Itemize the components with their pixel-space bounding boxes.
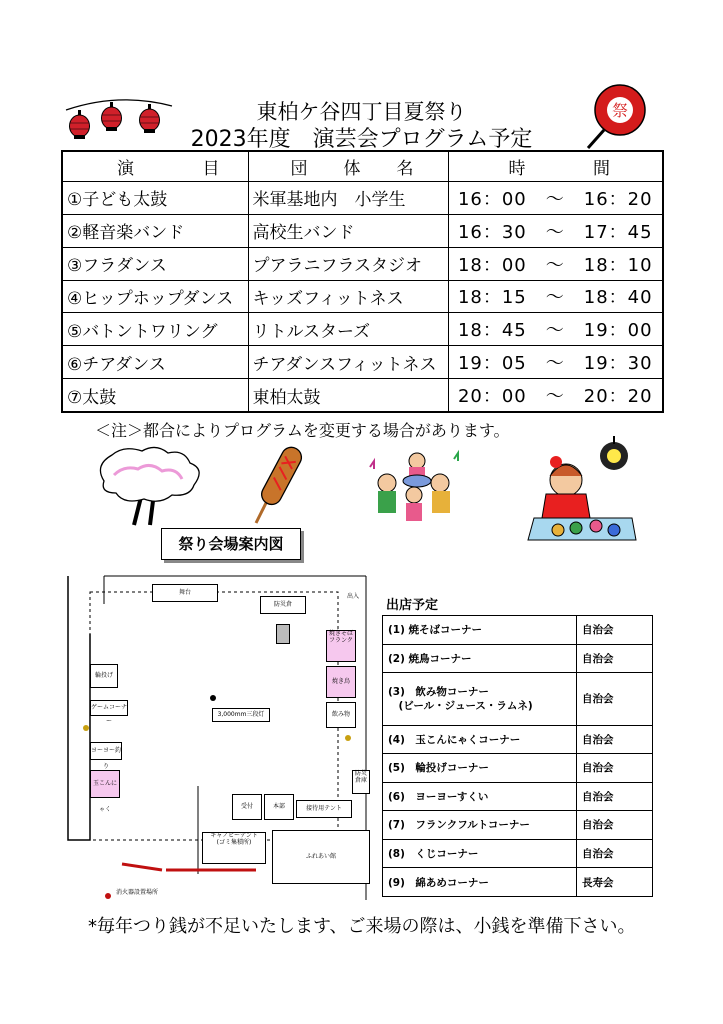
table-row bbox=[383, 811, 653, 840]
shop-operator: 自治会 bbox=[577, 616, 653, 645]
corn-dog-icon bbox=[250, 443, 310, 525]
group-cell: 東柏太鼓 bbox=[248, 379, 448, 412]
table-row bbox=[383, 644, 653, 673]
table-row bbox=[383, 725, 653, 754]
shop-operator: 自治会 bbox=[577, 754, 653, 783]
shop-operator: 自治会 bbox=[577, 673, 653, 725]
map-konnyaku-booth: 玉こんにゃく bbox=[90, 770, 120, 798]
cotton-candy-icon bbox=[94, 445, 214, 527]
shop-name: (7) フランクフルトコーナー bbox=[383, 811, 577, 840]
shop-operator: 自治会 bbox=[577, 839, 653, 868]
event-title: 東柏ケ谷四丁目夏祭り bbox=[256, 100, 467, 124]
map-storage: 防災倉 bbox=[260, 596, 306, 614]
shop-name: (2) 焼鳥コーナー bbox=[383, 644, 577, 673]
table-row bbox=[62, 313, 663, 346]
table-row bbox=[62, 214, 663, 247]
shop-name: (6) ヨーヨーすくい bbox=[383, 782, 577, 811]
time-cell: 18：45 ～ 19：00 bbox=[448, 313, 663, 346]
group-cell: 高校生バンド bbox=[248, 214, 448, 247]
shop-name: (8) くじコーナー bbox=[383, 839, 577, 868]
time-cell: 20：00 ～ 20：20 bbox=[448, 379, 663, 412]
program-header-row bbox=[62, 151, 663, 182]
table-row bbox=[62, 247, 663, 280]
map-canopy-tent: キャノピーテント (ゴミ集積所) bbox=[202, 832, 266, 864]
col-header-time: 時 間 bbox=[448, 151, 663, 182]
venue-map bbox=[66, 574, 372, 900]
map-exit: 出入 bbox=[346, 593, 359, 600]
venue-map-title: 祭り会場案内図 bbox=[161, 528, 301, 560]
map-yakisoba-booth: 焼きそば フランク bbox=[326, 630, 356, 662]
map-equipment bbox=[276, 624, 290, 644]
act-cell: ⑦太鼓 bbox=[62, 379, 248, 412]
yoyo-fishing-girl-icon bbox=[520, 436, 640, 548]
group-cell: リトルスターズ bbox=[248, 313, 448, 346]
group-cell: キッズフィットネス bbox=[248, 280, 448, 313]
table-row bbox=[383, 839, 653, 868]
table-row bbox=[383, 754, 653, 783]
program-table bbox=[61, 150, 664, 413]
shop-operator: 自治会 bbox=[577, 644, 653, 673]
shops-title: 出店予定 bbox=[386, 598, 439, 613]
map-fureai-hall: ふれあい館 bbox=[272, 830, 370, 884]
map-wanage-booth: 輪投げ bbox=[90, 664, 118, 688]
map-headquarters: 本部 bbox=[264, 794, 294, 820]
table-row bbox=[383, 616, 653, 645]
shop-name: (9) 綿あめコーナー bbox=[383, 868, 577, 897]
table-row bbox=[62, 182, 663, 215]
table-row bbox=[62, 379, 663, 412]
group-cell: チアダンスフィットネス bbox=[248, 346, 448, 379]
group-cell: 米軍基地内 小学生 bbox=[248, 182, 448, 215]
map-guest-tent: 接待用テント bbox=[296, 800, 352, 818]
col-header-group: 団 体 名 bbox=[248, 151, 448, 182]
map-reception: 受付 bbox=[232, 794, 262, 820]
time-cell: 16：30 ～ 17：45 bbox=[448, 214, 663, 247]
shop-operator: 自治会 bbox=[577, 782, 653, 811]
act-cell: ⑥チアダンス bbox=[62, 346, 248, 379]
shop-operator: 自治会 bbox=[577, 725, 653, 754]
table-row bbox=[62, 346, 663, 379]
act-cell: ⑤バトントワリング bbox=[62, 313, 248, 346]
shop-name: (1) 焼そばコーナー bbox=[383, 616, 577, 645]
map-drinks-booth: 飲み物 bbox=[326, 702, 356, 728]
time-cell: 16：00 ～ 16：20 bbox=[448, 182, 663, 215]
shop-operator: 自治会 bbox=[577, 811, 653, 840]
table-row bbox=[383, 673, 653, 725]
shops-table bbox=[382, 615, 653, 897]
col-header-act: 演 目 bbox=[62, 151, 248, 182]
program-title: 2023年度 演芸会プログラム予定 bbox=[190, 127, 533, 152]
map-extinguisher-legend: 消火器設置場所 bbox=[116, 889, 159, 896]
group-cell: プアラニフラスタジオ bbox=[248, 247, 448, 280]
shop-name: (4) 玉こんにゃくコーナー bbox=[383, 725, 577, 754]
footer-note: *毎年つり銭が不足いたします、ご来場の際は、小銭を準備下さい。 bbox=[88, 916, 636, 937]
map-yoyo-booth: ヨーヨー釣り bbox=[90, 742, 122, 760]
shop-operator: 長寿会 bbox=[577, 868, 653, 897]
festival-fan-icon bbox=[584, 82, 650, 152]
svg-text:祭: 祭 bbox=[611, 101, 629, 120]
table-row bbox=[62, 280, 663, 313]
band-illustration-icon bbox=[362, 447, 467, 525]
map-yakitori-booth: 焼き鳥 bbox=[326, 666, 356, 698]
time-cell: 19：05 ～ 19：30 bbox=[448, 346, 663, 379]
act-cell: ②軽音楽バンド bbox=[62, 214, 248, 247]
map-stage: 舞台 bbox=[152, 584, 218, 602]
act-cell: ①子ども太鼓 bbox=[62, 182, 248, 215]
map-game-booth: ゲームコーナー bbox=[90, 700, 128, 716]
map-disaster-storage: 防災倉庫 bbox=[352, 770, 370, 794]
shop-name: (3) 飲み物コーナー (ビール・ジュース・ラムネ) bbox=[383, 673, 577, 725]
table-row bbox=[383, 782, 653, 811]
act-cell: ④ヒップホップダンス bbox=[62, 280, 248, 313]
shop-name: (5) 輪投げコーナー bbox=[383, 754, 577, 783]
act-cell: ③フラダンス bbox=[62, 247, 248, 280]
time-cell: 18：00 ～ 18：10 bbox=[448, 247, 663, 280]
table-row bbox=[383, 868, 653, 897]
time-cell: 18：15 ～ 18：40 bbox=[448, 280, 663, 313]
map-lantern: 3,000mm三段灯 bbox=[212, 708, 270, 722]
program-note: ＜注＞都合によりプログラムを変更する場合があります。 bbox=[95, 421, 510, 440]
